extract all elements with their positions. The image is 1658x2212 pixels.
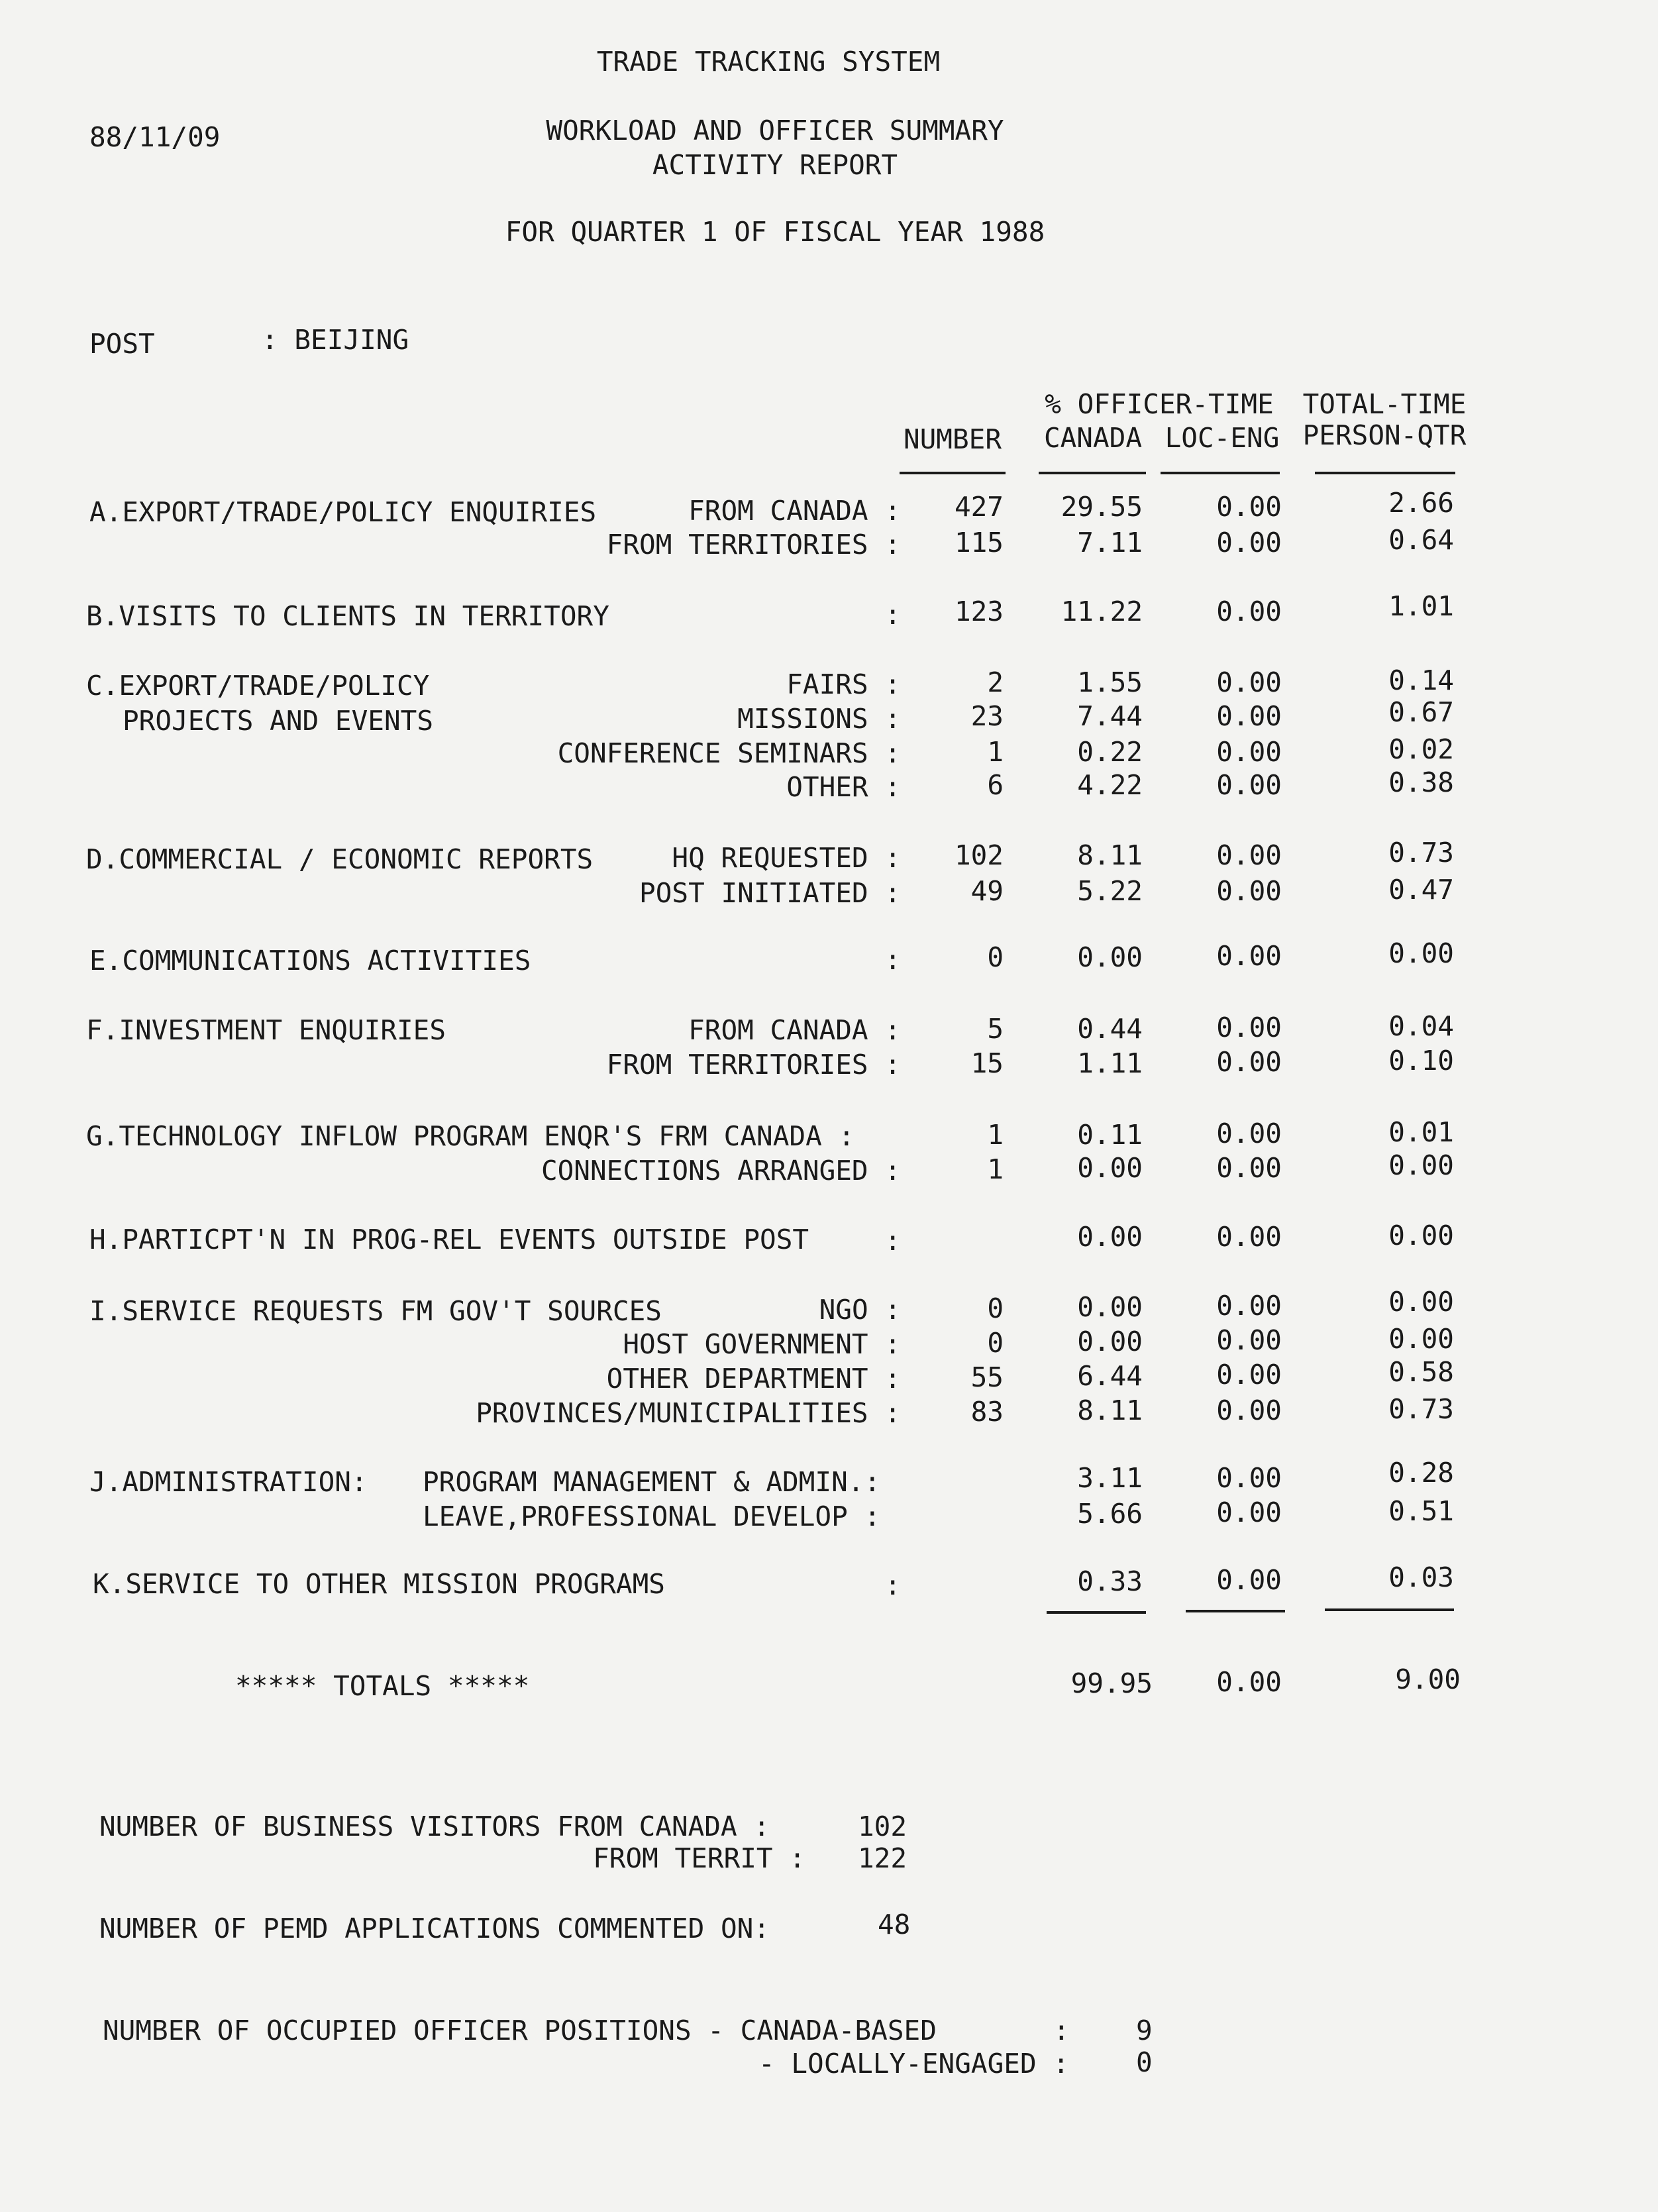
table-row-a2-sub: FROM TERRITORIES : bbox=[606, 529, 901, 560]
table-row-i2-number: 0 bbox=[987, 1327, 1004, 1359]
table-row-c3-canada: 0.22 bbox=[1077, 736, 1143, 768]
table-row-d2-pq: 0.47 bbox=[1388, 874, 1454, 906]
table-row-j2-canada: 5.66 bbox=[1077, 1498, 1143, 1530]
table-row-k-pq: 0.03 bbox=[1388, 1561, 1454, 1593]
table-row-c-pq: 0.14 bbox=[1388, 664, 1454, 696]
table-row-g2-loceng: 0.00 bbox=[1216, 1152, 1282, 1184]
table-row-j-pq: 0.28 bbox=[1388, 1457, 1454, 1489]
table-row-i-sub: NGO : bbox=[819, 1294, 901, 1326]
table-row-a-canada: 29.55 bbox=[1061, 491, 1143, 523]
table-row-c-sub: FAIRS : bbox=[786, 668, 901, 700]
table-row-k-section: K.SERVICE TO OTHER MISSION PROGRAMS bbox=[93, 1568, 665, 1600]
table-row-i4-loceng: 0.00 bbox=[1216, 1395, 1282, 1426]
table-row-f-number: 5 bbox=[987, 1013, 1004, 1045]
table-row-f-sub: FROM CANADA : bbox=[688, 1014, 901, 1046]
col-number: NUMBER bbox=[903, 423, 1002, 455]
col-person-qtr: PERSON-QTR bbox=[1302, 419, 1467, 451]
table-row-a-number: 427 bbox=[954, 491, 1004, 523]
table-row-f2-number: 15 bbox=[970, 1047, 1004, 1079]
table-row-i2-loceng: 0.00 bbox=[1216, 1324, 1282, 1356]
table-row-f-pq: 0.04 bbox=[1388, 1010, 1454, 1042]
header-underline-canada bbox=[1039, 472, 1146, 474]
table-row-i3-pq: 0.58 bbox=[1388, 1356, 1454, 1388]
report-title-2: ACTIVITY REPORT bbox=[652, 149, 898, 181]
table-row-c3-number: 1 bbox=[987, 736, 1004, 768]
table-row-k-sub: : bbox=[884, 1569, 901, 1601]
table-row-i3-sub: OTHER DEPARTMENT : bbox=[606, 1363, 901, 1395]
table-row-g2-sub: CONNECTIONS ARRANGED : bbox=[541, 1155, 901, 1186]
report-title-1: WORKLOAD AND OFFICER SUMMARY bbox=[546, 115, 1004, 146]
table-row-c4-canada: 4.22 bbox=[1077, 769, 1143, 801]
table-row-e-section: E.COMMUNICATIONS ACTIVITIES bbox=[89, 945, 531, 976]
table-row-k-loceng: 0.00 bbox=[1216, 1564, 1282, 1596]
table-row-i4-canada: 8.11 bbox=[1077, 1395, 1143, 1426]
table-row-d2-sub: POST INITIATED : bbox=[639, 877, 901, 909]
table-row-c4-sub: OTHER : bbox=[786, 771, 901, 803]
table-row-j-canada: 3.11 bbox=[1077, 1462, 1143, 1494]
table-row-d-number: 102 bbox=[954, 839, 1004, 871]
table-row-i2-pq: 0.00 bbox=[1388, 1323, 1454, 1355]
table-row-g-loceng: 0.00 bbox=[1216, 1118, 1282, 1149]
table-row-b-number: 123 bbox=[954, 596, 1004, 627]
table-row-e-loceng: 0.00 bbox=[1216, 940, 1282, 972]
table-row-e-sub: : bbox=[884, 944, 901, 976]
table-row-j-section: J.ADMINISTRATION: bbox=[89, 1466, 368, 1498]
post-value: : BEIJING bbox=[262, 324, 409, 356]
table-row-d2-number: 49 bbox=[970, 875, 1004, 907]
totals-underline-loc-eng bbox=[1186, 1610, 1285, 1612]
table-row-f-loceng: 0.00 bbox=[1216, 1012, 1282, 1043]
header-underline-loc-eng bbox=[1161, 472, 1280, 474]
table-row-b-canada: 11.22 bbox=[1061, 596, 1143, 627]
col-canada: CANADA bbox=[1043, 422, 1143, 454]
table-row-c2-number: 23 bbox=[970, 700, 1004, 732]
table-row-f2-sub: FROM TERRITORIES : bbox=[606, 1049, 901, 1080]
col-total-time: TOTAL-TIME bbox=[1302, 388, 1467, 420]
pemd-label: NUMBER OF PEMD APPLICATIONS COMMENTED ON: bbox=[99, 1913, 770, 1944]
table-row-a2-canada: 7.11 bbox=[1077, 527, 1143, 558]
table-row-i4-number: 83 bbox=[970, 1396, 1004, 1428]
table-row-g-canada: 0.11 bbox=[1077, 1119, 1143, 1151]
table-row-i4-sub: PROVINCES/MUNICIPALITIES : bbox=[476, 1397, 901, 1429]
totals-pq: 9.00 bbox=[1395, 1663, 1461, 1695]
header-underline-person-qtr bbox=[1315, 472, 1455, 474]
table-row-j2-pq: 0.51 bbox=[1388, 1495, 1454, 1527]
col-loc-eng: LOC-ENG bbox=[1165, 422, 1280, 454]
table-row-e-number: 0 bbox=[987, 941, 1004, 973]
table-row-g2-pq: 0.00 bbox=[1388, 1149, 1454, 1181]
table-row-d-loceng: 0.00 bbox=[1216, 839, 1282, 871]
col-group-officer-time: % OFFICER-TIME bbox=[1045, 388, 1274, 420]
post-label: POST bbox=[89, 328, 155, 360]
positions-label: NUMBER OF OCCUPIED OFFICER POSITIONS - CANADA-BASED bbox=[103, 2015, 937, 2046]
table-row-a2-pq: 0.64 bbox=[1388, 524, 1454, 556]
table-row-c2-loceng: 0.00 bbox=[1216, 700, 1282, 732]
table-row-i3-number: 55 bbox=[970, 1361, 1004, 1393]
table-row-i-loceng: 0.00 bbox=[1216, 1290, 1282, 1322]
table-row-i2-sub: HOST GOVERNMENT : bbox=[623, 1328, 901, 1360]
table-row-h-canada: 0.00 bbox=[1077, 1221, 1143, 1253]
table-row-f2-canada: 1.11 bbox=[1077, 1047, 1143, 1079]
table-row-h-section: H.PARTICPT'N IN PROG-REL EVENTS OUTSIDE POST bbox=[89, 1224, 809, 1255]
table-row-i-pq: 0.00 bbox=[1388, 1286, 1454, 1318]
table-row-c3-sub: CONFERENCE SEMINARS : bbox=[557, 737, 901, 769]
report-period: FOR QUARTER 1 OF FISCAL YEAR 1988 bbox=[505, 216, 1045, 248]
table-row-d-section: D.COMMERCIAL / ECONOMIC REPORTS bbox=[86, 843, 594, 875]
table-row-j2-loceng: 0.00 bbox=[1216, 1497, 1282, 1528]
table-row-j-sub: PROGRAM MANAGEMENT & ADMIN.: bbox=[423, 1466, 881, 1498]
table-row-c-loceng: 0.00 bbox=[1216, 666, 1282, 698]
totals-loceng: 0.00 bbox=[1216, 1666, 1282, 1698]
table-row-a-section: A.EXPORT/TRADE/POLICY ENQUIRIES bbox=[89, 496, 597, 528]
table-row-g-section: G.TECHNOLOGY INFLOW PROGRAM ENQR'S FRM CANADA : bbox=[86, 1120, 855, 1152]
table-row-i2-canada: 0.00 bbox=[1077, 1326, 1143, 1357]
table-row-c2-sub: MISSIONS : bbox=[737, 703, 901, 735]
table-row-c2-section: PROJECTS AND EVENTS bbox=[123, 705, 433, 737]
table-row-j2-sub: LEAVE,PROFESSIONAL DEVELOP : bbox=[423, 1501, 881, 1532]
table-row-c-section: C.EXPORT/TRADE/POLICY bbox=[86, 670, 430, 702]
visitors-label: NUMBER OF BUSINESS VISITORS FROM CANADA : bbox=[99, 1811, 770, 1842]
table-row-g2-number: 1 bbox=[987, 1153, 1004, 1185]
table-row-f-section: F.INVESTMENT ENQUIRIES bbox=[86, 1014, 446, 1046]
visitors-canada: 102 bbox=[858, 1811, 907, 1842]
table-row-c2-canada: 7.44 bbox=[1077, 700, 1143, 732]
table-row-a-loceng: 0.00 bbox=[1216, 491, 1282, 523]
table-row-b-loceng: 0.00 bbox=[1216, 596, 1282, 627]
table-row-c-number: 2 bbox=[987, 666, 1004, 698]
positions-local: 0 bbox=[1136, 2046, 1153, 2078]
table-row-a2-loceng: 0.00 bbox=[1216, 527, 1282, 558]
table-row-b-pq: 1.01 bbox=[1388, 590, 1454, 622]
table-row-i3-canada: 6.44 bbox=[1077, 1360, 1143, 1392]
table-row-f-canada: 0.44 bbox=[1077, 1013, 1143, 1045]
table-row-i-section: I.SERVICE REQUESTS FM GOV'T SOURCES bbox=[89, 1295, 662, 1327]
table-row-c4-loceng: 0.00 bbox=[1216, 769, 1282, 801]
table-row-j-loceng: 0.00 bbox=[1216, 1462, 1282, 1494]
table-row-a2-number: 115 bbox=[954, 527, 1004, 558]
table-row-a-sub: FROM CANADA : bbox=[688, 495, 901, 527]
totals-underline-canada bbox=[1047, 1611, 1146, 1614]
table-row-g2-canada: 0.00 bbox=[1077, 1152, 1143, 1184]
table-row-c3-pq: 0.02 bbox=[1388, 733, 1454, 765]
table-row-h-sub: : bbox=[884, 1225, 901, 1257]
table-row-g-number: 1 bbox=[987, 1119, 1004, 1151]
table-row-c3-loceng: 0.00 bbox=[1216, 736, 1282, 768]
totals-label: ***** TOTALS ***** bbox=[235, 1670, 530, 1702]
table-row-d2-loceng: 0.00 bbox=[1216, 875, 1282, 907]
table-row-h-pq: 0.00 bbox=[1388, 1220, 1454, 1251]
table-row-c2-pq: 0.67 bbox=[1388, 696, 1454, 728]
table-row-b-section: B.VISITS TO CLIENTS IN TERRITORY bbox=[86, 600, 609, 632]
report-date: 88/11/09 bbox=[89, 121, 221, 153]
table-row-i3-loceng: 0.00 bbox=[1216, 1359, 1282, 1391]
table-row-h-loceng: 0.00 bbox=[1216, 1221, 1282, 1253]
system-title: TRADE TRACKING SYSTEM bbox=[596, 46, 941, 78]
pemd-value: 48 bbox=[878, 1909, 911, 1940]
header-underline-number bbox=[900, 472, 1006, 474]
table-row-a-pq: 2.66 bbox=[1388, 487, 1454, 519]
table-row-b-sub: : bbox=[884, 599, 901, 631]
table-row-d-sub: HQ REQUESTED : bbox=[672, 842, 901, 874]
visitors-territ-label: FROM TERRIT : bbox=[593, 1842, 805, 1874]
table-row-d-pq: 0.73 bbox=[1388, 837, 1454, 869]
table-row-g-pq: 0.01 bbox=[1388, 1116, 1454, 1148]
table-row-c4-pq: 0.38 bbox=[1388, 766, 1454, 798]
totals-canada: 99.95 bbox=[1070, 1667, 1153, 1699]
table-row-c4-number: 6 bbox=[987, 769, 1004, 801]
table-row-d2-canada: 5.22 bbox=[1077, 875, 1143, 907]
positions-local-label: - LOCALLY-ENGAGED : bbox=[758, 2048, 1069, 2080]
table-row-i4-pq: 0.73 bbox=[1388, 1393, 1454, 1425]
totals-underline-person-qtr bbox=[1325, 1608, 1454, 1611]
table-row-i-number: 0 bbox=[987, 1292, 1004, 1324]
table-row-c-canada: 1.55 bbox=[1077, 666, 1143, 698]
table-row-e-canada: 0.00 bbox=[1077, 941, 1143, 973]
table-row-f2-pq: 0.10 bbox=[1388, 1045, 1454, 1077]
table-row-k-canada: 0.33 bbox=[1077, 1565, 1143, 1597]
table-row-f2-loceng: 0.00 bbox=[1216, 1046, 1282, 1078]
positions-canada: 9 bbox=[1136, 2015, 1153, 2046]
table-row-d-canada: 8.11 bbox=[1077, 839, 1143, 871]
visitors-territ: 122 bbox=[858, 1842, 907, 1874]
table-row-e-pq: 0.00 bbox=[1388, 937, 1454, 969]
table-row-i-canada: 0.00 bbox=[1077, 1291, 1143, 1323]
positions-colon: : bbox=[1053, 2015, 1070, 2046]
